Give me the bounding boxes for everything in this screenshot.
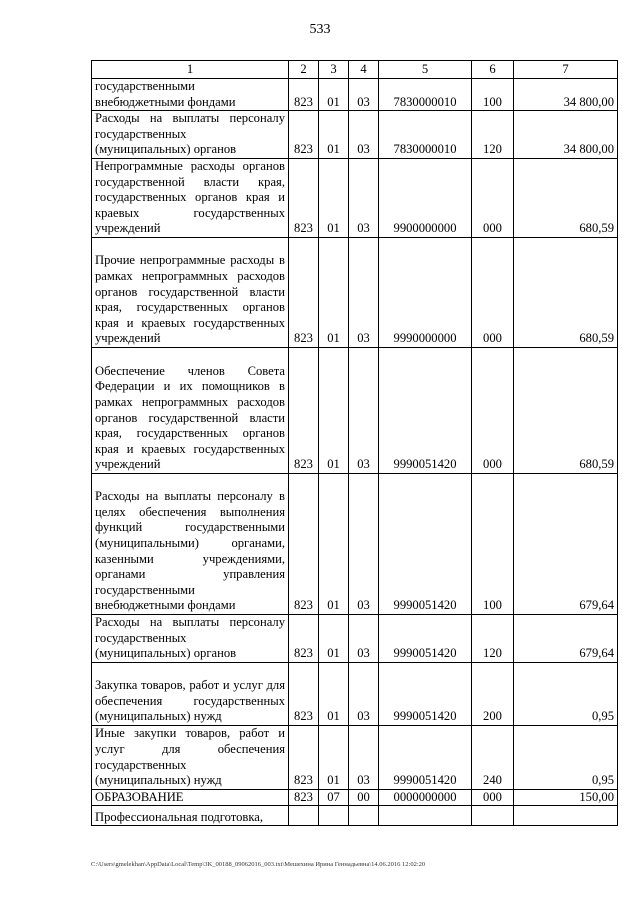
admin-code-cell: 823 <box>289 79 319 111</box>
expense-type-cell: 120 <box>472 614 514 662</box>
row-name-cell: Расходы на выплаты персоналу государственных (муниципальных) органов <box>92 614 289 662</box>
subsection-cell: 03 <box>349 473 379 614</box>
expense-type-cell: 000 <box>472 347 514 473</box>
budget-table <box>91 60 618 826</box>
expense-type-cell: 000 <box>472 789 514 806</box>
subsection-cell: 03 <box>349 662 379 725</box>
expense-type-cell: 100 <box>472 473 514 614</box>
section-cell: 01 <box>319 662 349 725</box>
section-cell: 01 <box>319 79 349 111</box>
header-cell-3: 3 <box>319 61 349 79</box>
target-article-cell: 9900000000 <box>379 158 472 237</box>
amount-cell: 680,59 <box>514 347 618 473</box>
target-article-cell <box>379 806 472 826</box>
amount-cell: 0,95 <box>514 662 618 725</box>
section-cell <box>319 806 349 826</box>
expense-type-cell: 000 <box>472 237 514 347</box>
section-cell: 01 <box>319 237 349 347</box>
header-cell-1: 1 <box>92 61 289 79</box>
section-cell: 01 <box>319 725 349 789</box>
section-cell: 01 <box>319 614 349 662</box>
table-header-row <box>92 61 618 79</box>
file-path-footer: C:\Users\gmelekhan\AppData\Local\Temp\3K_00188_09062016_003.txt\Мешехина Ирина Геннадьевна\14.06.2016 12:02:20 <box>91 861 426 868</box>
row-name-cell: ОБРАЗОВАНИЕ <box>92 789 289 806</box>
header-cell-6: 6 <box>472 61 514 79</box>
amount-cell: 679,64 <box>514 614 618 662</box>
admin-code-cell: 823 <box>289 662 319 725</box>
target-article-cell: 9990051420 <box>379 614 472 662</box>
section-cell: 01 <box>319 347 349 473</box>
expense-type-cell: 240 <box>472 725 514 789</box>
subsection-cell: 03 <box>349 79 379 111</box>
header-cell-7: 7 <box>514 61 618 79</box>
subsection-cell: 03 <box>349 111 379 159</box>
amount-cell: 679,64 <box>514 473 618 614</box>
target-article-cell: 0000000000 <box>379 789 472 806</box>
expense-type-cell: 000 <box>472 158 514 237</box>
table-row <box>92 347 618 473</box>
admin-code-cell: 823 <box>289 111 319 159</box>
target-article-cell: 7830000010 <box>379 79 472 111</box>
table-row <box>92 806 618 826</box>
subsection-cell: 03 <box>349 158 379 237</box>
table-row <box>92 725 618 789</box>
admin-code-cell: 823 <box>289 158 319 237</box>
target-article-cell: 9990051420 <box>379 662 472 725</box>
subsection-cell <box>349 806 379 826</box>
admin-code-cell: 823 <box>289 473 319 614</box>
amount-cell: 680,59 <box>514 158 618 237</box>
row-name-cell: Профессиональная подготовка, <box>92 806 289 826</box>
row-name-cell: государственными внебюджетными фондами <box>92 79 289 111</box>
subsection-cell: 03 <box>349 237 379 347</box>
section-cell: 01 <box>319 473 349 614</box>
subsection-cell: 00 <box>349 789 379 806</box>
table-row <box>92 79 618 111</box>
amount-cell: 34 800,00 <box>514 79 618 111</box>
admin-code-cell: 823 <box>289 725 319 789</box>
subsection-cell: 03 <box>349 614 379 662</box>
table-row <box>92 237 618 347</box>
table-row <box>92 662 618 725</box>
admin-code-cell: 823 <box>289 614 319 662</box>
expense-type-cell: 100 <box>472 79 514 111</box>
table-row <box>92 789 618 806</box>
header-cell-2: 2 <box>289 61 319 79</box>
admin-code-cell: 823 <box>289 347 319 473</box>
row-name-cell: Закупка товаров, работ и услуг для обеспечения государственных (муниципальных) нужд <box>92 662 289 725</box>
budget-table-body <box>92 61 618 826</box>
target-article-cell: 9990051420 <box>379 347 472 473</box>
page-number: 533 <box>309 22 331 37</box>
header-cell-4: 4 <box>349 61 379 79</box>
row-name-cell: Расходы на выплаты персоналу государственных (муниципальных) органов <box>92 111 289 159</box>
row-name-cell: Иные закупки товаров, работ и услуг для обеспечения государственных (муниципальных) нужд <box>92 725 289 789</box>
row-name-cell: Обеспечение членов Совета Федерации и их помощников в рамках непрограммных расходов органов государственной власти края, государственных органов края и краевых государственных учреждений <box>92 347 289 473</box>
admin-code-cell: 823 <box>289 237 319 347</box>
amount-cell: 150,00 <box>514 789 618 806</box>
section-cell: 01 <box>319 158 349 237</box>
amount-cell <box>514 806 618 826</box>
expense-type-cell: 200 <box>472 662 514 725</box>
target-article-cell: 9990051420 <box>379 725 472 789</box>
table-row <box>92 614 618 662</box>
section-cell: 01 <box>319 111 349 159</box>
amount-cell: 34 800,00 <box>514 111 618 159</box>
amount-cell: 0,95 <box>514 725 618 789</box>
target-article-cell: 9990000000 <box>379 237 472 347</box>
expense-type-cell <box>472 806 514 826</box>
expense-type-cell: 120 <box>472 111 514 159</box>
amount-cell: 680,59 <box>514 237 618 347</box>
header-cell-5: 5 <box>379 61 472 79</box>
subsection-cell: 03 <box>349 347 379 473</box>
admin-code-cell: 823 <box>289 789 319 806</box>
section-cell: 07 <box>319 789 349 806</box>
row-name-cell: Прочие непрограммные расходы в рамках непрограммных расходов органов государственной власти края, государственных органов края и краевых государственных учреждений <box>92 237 289 347</box>
target-article-cell: 9990051420 <box>379 473 472 614</box>
row-name-cell: Расходы на выплаты персоналу в целях обеспечения выполнения функций государственными (муниципальными) органами, казенными учреждениями, органами управления государственными внебюджетными фондами <box>92 473 289 614</box>
target-article-cell: 7830000010 <box>379 111 472 159</box>
row-name-cell: Непрограммные расходы органов государственной власти края, государственных органов края и краевых государственных учреждений <box>92 158 289 237</box>
table-row <box>92 158 618 237</box>
subsection-cell: 03 <box>349 725 379 789</box>
table-row <box>92 111 618 159</box>
admin-code-cell <box>289 806 319 826</box>
table-row <box>92 473 618 614</box>
